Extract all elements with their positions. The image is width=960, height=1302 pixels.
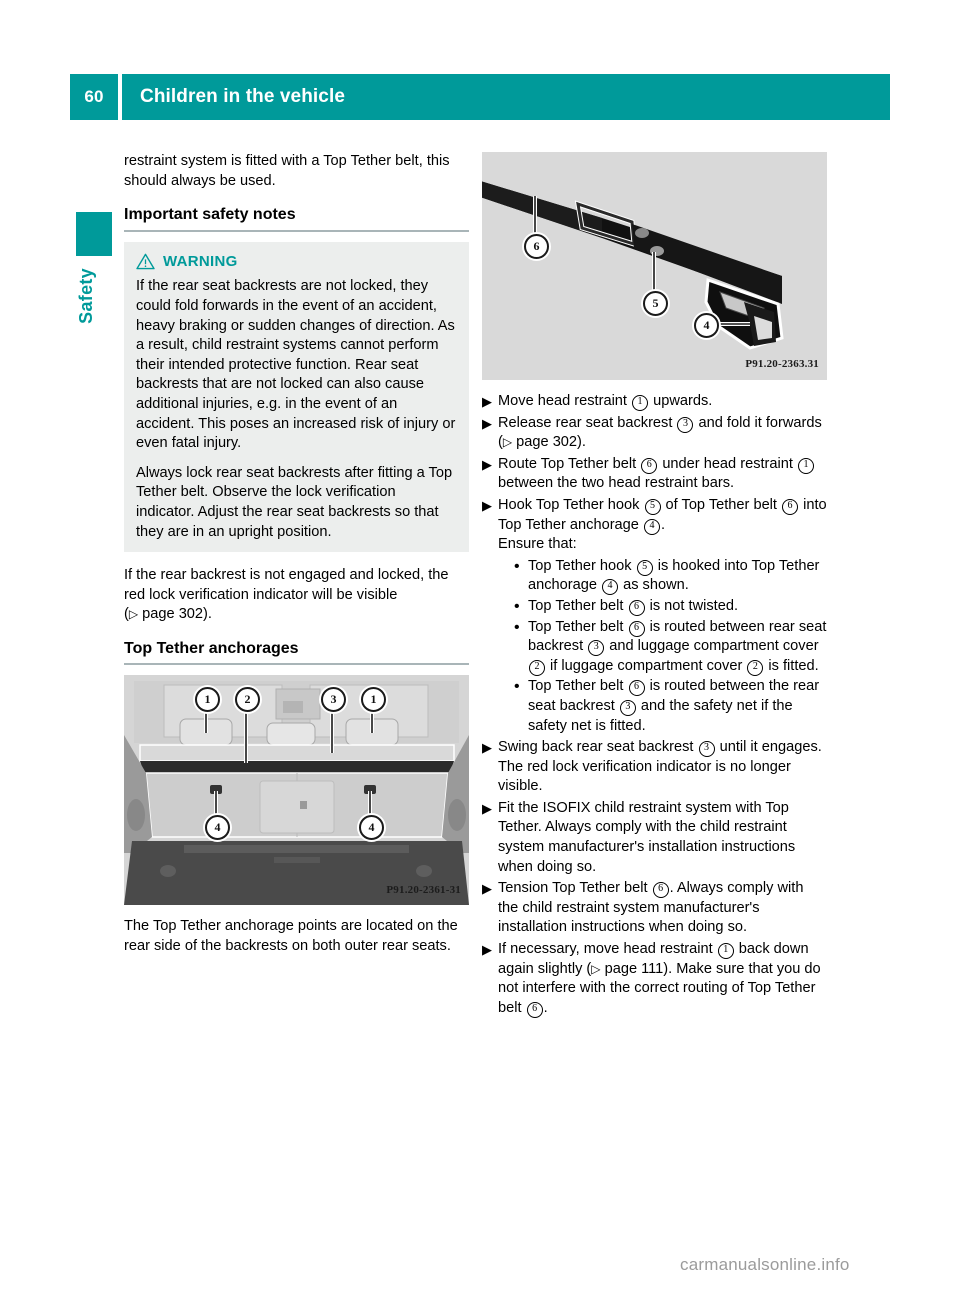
heading-important-safety-notes: Important safety notes <box>124 206 296 224</box>
step-text: Fit the ISOFIX child restraint system with Top Tether. Always comply with the child restraint system manufacturer's installation instructions when doing so. <box>498 799 796 875</box>
step-arrow-icon: ▶ <box>482 800 492 816</box>
side-tab-block <box>76 212 112 256</box>
page-title: Children in the vehicle <box>122 74 890 120</box>
sub-hook-into-anchorage <box>512 557 827 596</box>
side-tab-label: Safety <box>76 268 96 324</box>
callout-ref-3: 3 <box>620 700 636 716</box>
callout-ref-5: 5 <box>645 499 661 515</box>
page-number: 60 <box>70 74 118 120</box>
lock-indicator-text-b: ). <box>203 606 212 623</box>
page-header <box>70 74 890 120</box>
callout-ref-6: 6 <box>527 1002 543 1018</box>
step-text: If necessary, move head restraint 1 back down again slightly (▷ page 111). Make sure that you do not interfere with the correct routing of Top Tether belt 6 . <box>498 941 821 1016</box>
figure-caption-anchorage-points: The Top Tether anchorage points are located on the rear side of the backrests on both outer rear seats. <box>124 918 458 955</box>
step-text: Move head restraint 1 upwards. <box>498 393 713 409</box>
callout-ref-4: 4 <box>602 579 618 595</box>
step-move-head-restraint <box>482 392 827 412</box>
step-arrow-icon: ▶ <box>482 942 492 958</box>
step-text: Swing back rear seat backrest 3 until it engages. <box>498 739 822 756</box>
chapter-side-tab <box>76 212 112 324</box>
sub-step-text: Top Tether belt 6 is not twisted. <box>528 597 738 614</box>
step-arrow-icon: ▶ <box>482 394 492 409</box>
callout-4: 4 <box>694 313 719 338</box>
page-cross-reference <box>591 961 663 977</box>
figure-luggage-compartment <box>124 675 469 905</box>
bullet-dot-icon: • <box>514 597 520 615</box>
page-ref-triangle-icon: ▷ <box>502 435 513 450</box>
callout-ref-6: 6 <box>641 458 657 474</box>
callout-ref-3: 3 <box>677 417 693 433</box>
warning-label: WARNING <box>163 252 238 270</box>
heading-rule-2 <box>124 663 469 665</box>
step-text: Tension Top Tether belt 6 . Always comply with the child restraint system manufacturer's installation instructions when doing so. <box>498 880 804 936</box>
warning-box <box>124 242 469 552</box>
step-route-belt <box>482 455 827 494</box>
callout-4-right: 4 <box>359 815 384 840</box>
sub-list-wrapper <box>512 557 827 736</box>
warning-triangle-icon <box>136 253 155 270</box>
bullet-dot-icon: • <box>514 557 520 575</box>
callout-ref-6: 6 <box>653 882 669 898</box>
step-arrow-icon: ▶ <box>482 740 492 756</box>
sub-list-intro: Ensure that: <box>498 536 577 553</box>
callout-ref-1: 1 <box>718 943 734 959</box>
callout-1-right: 1 <box>361 687 386 712</box>
ensure-conditions-list <box>512 557 827 736</box>
callout-ref-1: 1 <box>798 458 814 474</box>
page-ref-label: page 302 <box>142 606 204 623</box>
step-text: Release rear seat backrest 3 and fold it forwards (▷ page 302). <box>498 414 822 451</box>
callout-ref-4: 4 <box>644 519 660 535</box>
step-arrow-icon: ▶ <box>482 881 492 897</box>
bullet-dot-icon: • <box>514 618 520 636</box>
step-arrow-icon: ▶ <box>482 415 492 431</box>
callout-ref-6: 6 <box>629 600 645 616</box>
heading-top-tether-anchorages: Top Tether anchorages <box>124 639 299 657</box>
callout-2: 2 <box>235 687 260 712</box>
callout-ref-5: 5 <box>637 560 653 576</box>
step-swing-back <box>482 738 827 797</box>
step-tension-belt <box>482 879 827 938</box>
callout-3: 3 <box>321 687 346 712</box>
luggage-compartment-illustration <box>124 675 469 905</box>
step-move-restraint-down <box>482 940 827 1018</box>
step-arrow-icon: ▶ <box>482 456 492 472</box>
sub-belt-not-twisted <box>512 597 827 617</box>
figure-code-belt: P91.20-2363.31 <box>745 358 819 371</box>
instruction-steps-list <box>482 392 827 1018</box>
site-watermark: carmanualsonline.info <box>680 1255 850 1274</box>
figure-top-tether-belt <box>482 152 827 380</box>
step-swing-back-note: The red lock verification indicator is no longer visible. <box>498 758 791 795</box>
callout-ref-2: 2 <box>747 660 763 676</box>
page-ref-triangle-icon: ▷ <box>591 961 601 976</box>
step-hook-belt <box>482 496 827 736</box>
warning-paragraph-2: Always lock rear seat backrests after fitting a Top Tether belt. Observe the lock verification indicator. Adjust the rear seat backrests so that they are in an upright position. <box>136 464 453 540</box>
callout-ref-3: 3 <box>699 741 715 757</box>
page-ref-label: page 111 <box>604 960 664 977</box>
step-fit-isofix <box>482 799 827 877</box>
warning-header <box>136 252 457 272</box>
sub-step-text: Top Tether belt 6 is routed between the rear seat backrest 3 and the safety net if the safety net is fitted. <box>528 678 820 734</box>
callout-ref-6: 6 <box>629 680 645 696</box>
callout-ref-1: 1 <box>632 395 648 411</box>
figure-code-luggage: P91.20-2361-31 <box>386 883 461 896</box>
callout-6: 6 <box>524 234 549 259</box>
sub-step-text: Top Tether hook 5 is hooked into Top Tether anchorage 4 as shown. <box>528 557 820 594</box>
bullet-dot-icon: • <box>514 678 520 696</box>
callout-4-left: 4 <box>205 815 230 840</box>
intro-paragraph: restraint system is fitted with a Top Tether belt, this should always be used. <box>124 153 450 189</box>
page-ref-triangle-icon: ▷ <box>128 607 139 622</box>
sub-belt-routed-safety-net <box>512 677 827 736</box>
callout-ref-6: 6 <box>629 621 645 637</box>
step-arrow-icon: ▶ <box>482 497 492 513</box>
callout-5: 5 <box>643 291 668 316</box>
lock-indicator-paragraph <box>124 566 469 625</box>
page-cross-reference <box>129 606 203 622</box>
lock-indicator-text-a: If the rear backrest is not engaged and locked, the red lock verification indicator will be visible ( <box>124 567 449 623</box>
step-text: Hook Top Tether hook 5 of Top Tether belt 6 into Top Tether anchorage 4 . <box>498 496 827 533</box>
right-column <box>482 152 827 1020</box>
callout-1-left: 1 <box>195 687 220 712</box>
sub-step-text: Top Tether belt 6 is routed between rear seat backrest 3 and luggage compartment cover 2 if luggage compartment cover 2 is fitted. <box>528 618 827 674</box>
warning-paragraph-1: If the rear seat backrests are not locked, they could fold forwards in the event of an accident, heavy braking or sudden changes of direction. As a result, child restraint systems cannot perform their intended protective function. Rear seat backrests that are not locked can also cause additional injuries, e.g. in the event of an accident. This poses an increased risk of injury or even fatal injury. <box>136 278 456 452</box>
heading-rule <box>124 230 469 232</box>
step-text: Route Top Tether belt 6 under head restraint 1 between the two head restraint bars. <box>498 456 815 492</box>
callout-ref-6: 6 <box>782 499 798 515</box>
top-tether-belt-illustration <box>482 152 827 380</box>
callout-ref-2: 2 <box>529 660 545 676</box>
left-column <box>124 152 469 968</box>
callout-ref-3: 3 <box>588 640 604 656</box>
sub-belt-routed-cover <box>512 618 827 677</box>
page-cross-reference <box>503 434 577 450</box>
step-release-backrest <box>482 414 827 453</box>
page-ref-label: page 302 <box>516 434 578 451</box>
